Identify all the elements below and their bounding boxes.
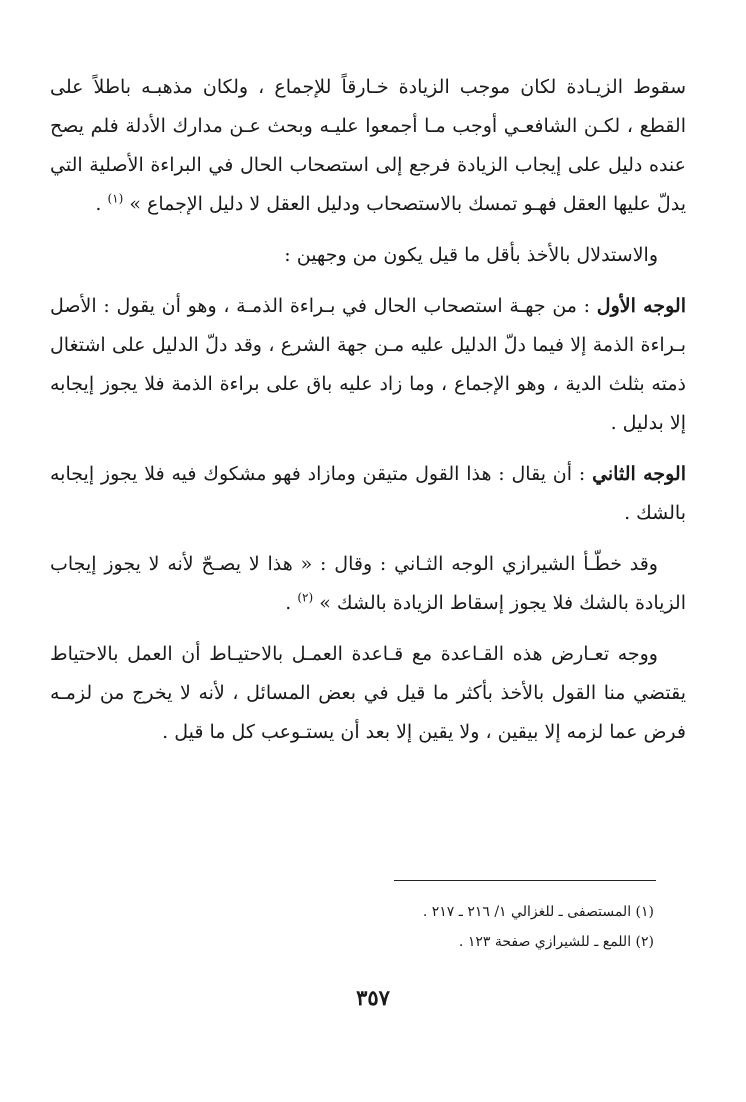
page-number: ٣٥٧ (356, 985, 390, 1010)
paragraph-1-tail: . (95, 193, 108, 215)
footnote-ref-1: (١) (107, 191, 124, 206)
footnote-1: (١) المستصفى ـ للغزالي ١/ ٢١٦ ـ ٢١٧ . (422, 904, 654, 920)
paragraph-6-text: ووجه تعـارض هذه القـاعدة مع قـاعدة العمـل بالاحتيـاط أن العمل بالاحتياط يقتضي منا القول بالأخذ بأكثر ما قيل في بعض المسائل ، لأنه لا يخرج من لزمـه فرض عما لزمه إلا بيقين ، ولا يقين إلا بعد أن يستـوعب كل ما قيل . (50, 643, 686, 743)
paragraph-3-text: : من جهـة استصحاب الحال في بـراءة الذمـة ، وهو أن يقول : الأصل بـراءة الذمة إلا فيما دلّ الدليل عليه مـن جهة الشرع ، وقد دلّ الدليل على اشتغال ذمته بثلث الدية ، وهو الإجماع ، وما زاد عليه باق على براءة الذمة فلا يجوز إيجابه إلا بدليل . (50, 295, 686, 434)
paragraph-3 (50, 287, 686, 443)
paragraph-1 (50, 68, 686, 224)
paragraph-5-text: وقد خطّـأ الشيرازي الوجه الثـاني : وقال : « هذا لا يصـحّ لأنه لا يجوز إيجاب الزيادة بالشك فلا يجوز إسقاط الزيادة بالشك » (50, 553, 686, 614)
paragraph-5 (50, 545, 686, 623)
footnote-ref-2: (٢) (297, 590, 314, 605)
paragraph-5-tail: . (285, 592, 298, 614)
paragraph-2 (50, 236, 686, 275)
heading-first-aspect: الوجه الأول (596, 295, 686, 317)
paragraph-6 (50, 635, 686, 752)
main-text (50, 68, 686, 764)
paragraph-2-text: والاستدلال بالأخذ بأقل ما قيل يكون من وجهين : (284, 244, 658, 266)
footnote-divider (394, 880, 656, 881)
paragraph-1-text: سقوط الزيـادة لكان موجب الزيادة خـارقاً للإجماع ، ولكان مذهبـه باطلاً على القطع ، لكـن الشافعـي أوجب مـا أجمعوا عليـه وبحث عـن مدارك الأدلة فلم يصح عنده دليل على إيجاب الزيادة فرجع إلى استصحاب الحال في البراءة الأصلية التي يدلّ عليها العقل فهـو تمسك بالاستصحاب ودليل العقل لا دليل الإجماع » (50, 76, 686, 215)
paragraph-4-text: : أن يقال : هذا القول متيقن ومازاد فهو مشكوك فيه فلا يجوز إيجابه بالشك . (50, 463, 686, 524)
footnote-2: (٢) اللمع ـ للشيرازي صفحة ١٢٣ . (458, 934, 654, 950)
paragraph-4 (50, 455, 686, 533)
heading-second-aspect: الوجه الثاني (592, 463, 686, 485)
footnotes (200, 897, 654, 957)
